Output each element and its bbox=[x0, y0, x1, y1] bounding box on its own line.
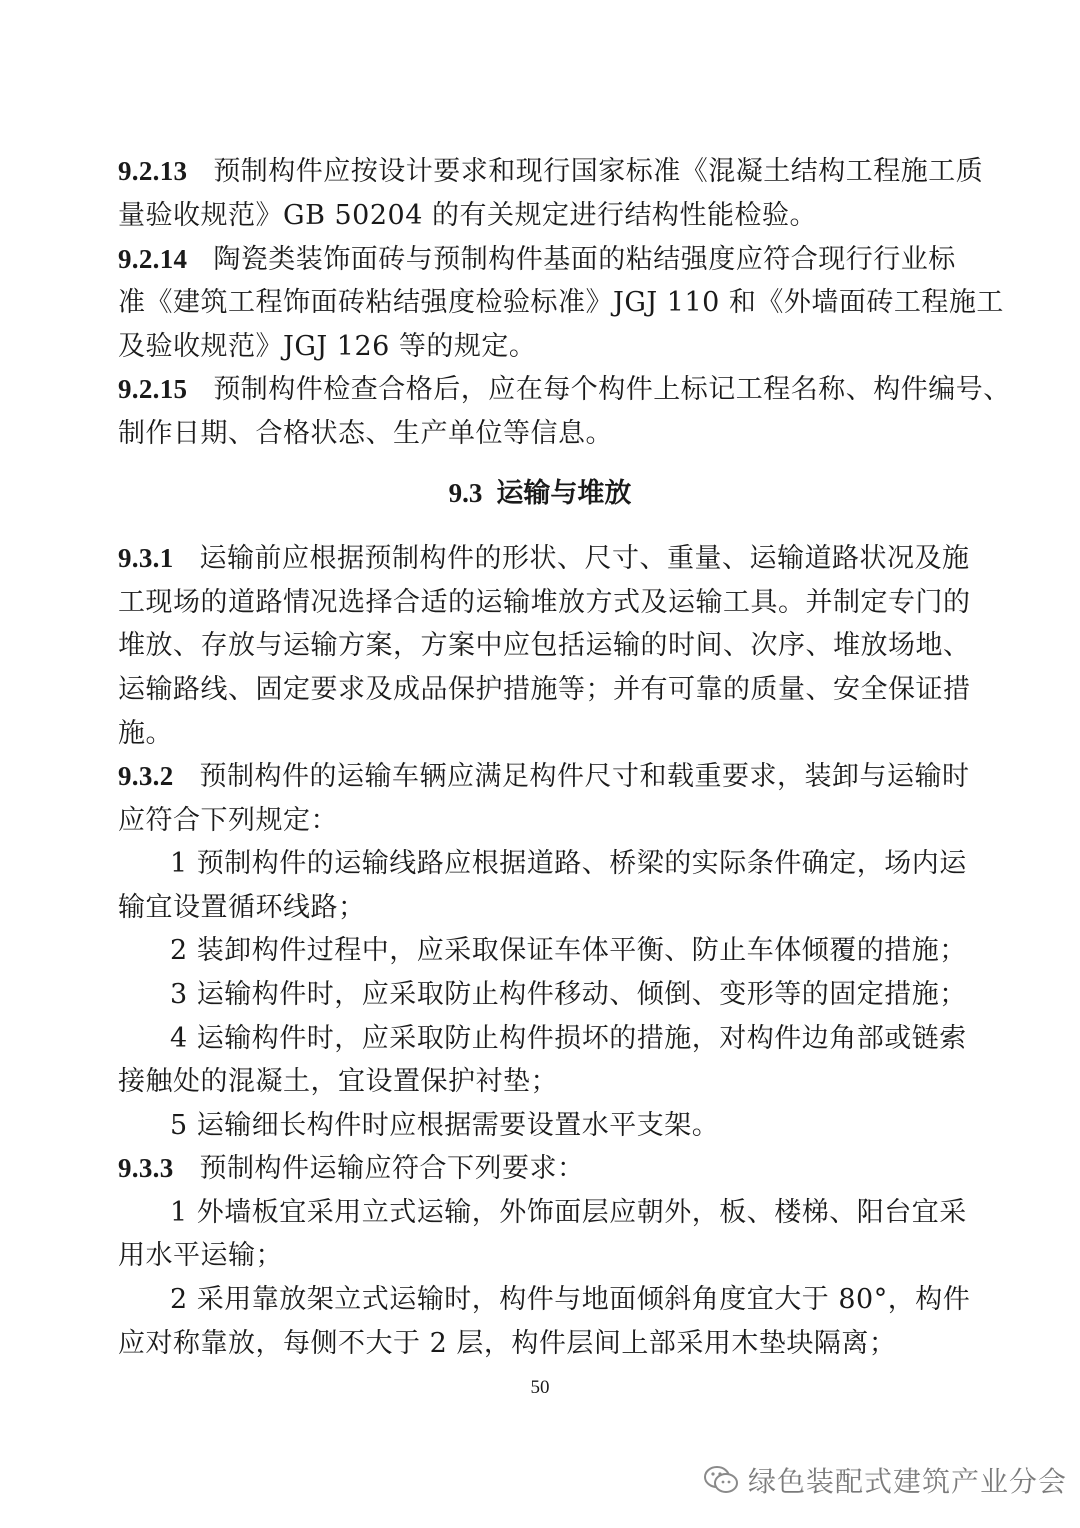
watermark bbox=[702, 1462, 1067, 1498]
clause-9-3-2-item-4-line-2: 接触处的混凝土，宜设置保护衬垫； bbox=[118, 1066, 558, 1097]
clause-9-3-1-line-5: 施。 bbox=[118, 718, 173, 749]
clause-9-3-3-item-2-line-2: 应对称靠放，每侧不大于 2 层，构件层间上部采用木垫块隔离； bbox=[118, 1328, 897, 1359]
clause-number: 9.2.13 bbox=[118, 156, 188, 186]
clause-number: 9.3.1 bbox=[118, 543, 174, 573]
clause-9-2-15-line-2: 制作日期、合格状态、生产单位等信息。 bbox=[118, 418, 613, 449]
clause-number: 9.3.3 bbox=[118, 1153, 174, 1183]
clause-9-3-1-line-4: 运输路线、固定要求及成品保护措施等；并有可靠的质量、安全保证措 bbox=[118, 674, 971, 705]
clause-9-3-3-line-1: 9.3.3 预制构件运输应符合下列要求： bbox=[118, 1153, 585, 1184]
clause-9-3-2-line-1: 9.3.2 预制构件的运输车辆应满足构件尺寸和载重要求，装卸与运输时 bbox=[118, 761, 970, 792]
clause-9-2-14-line-1: 9.2.14 陶瓷类装饰面砖与预制构件基面的粘结强度应符合现行行业标 bbox=[118, 244, 956, 275]
section-heading-9-3: 9.3 运输与堆放 bbox=[448, 478, 632, 509]
clause-9-3-1-line-2: 工现场的道路情况选择合适的运输堆放方式及运输工具。并制定专门的 bbox=[118, 587, 971, 618]
clause-9-3-1-line-1: 9.3.1 运输前应根据预制构件的形状、尺寸、重量、运输道路状况及施 bbox=[118, 543, 970, 574]
clause-9-3-3-item-1-line-2: 用水平运输； bbox=[118, 1240, 283, 1271]
clause-9-2-15-line-1: 9.2.15 预制构件检查合格后，应在每个构件上标记工程名称、构件编号、 bbox=[118, 374, 1011, 405]
clause-9-3-2-item-1-line-1: 1 预制构件的运输线路应根据道路、桥梁的实际条件确定，场内运 bbox=[170, 848, 967, 879]
clause-number: 9.2.14 bbox=[118, 244, 188, 274]
page-number: 50 bbox=[530, 1377, 550, 1398]
clause-9-2-14-line-3: 及验收规范》JGJ 126 等的规定。 bbox=[118, 331, 537, 362]
clause-number: 9.3.2 bbox=[118, 761, 174, 791]
clause-9-2-14-line-2: 准《建筑工程饰面砖粘结强度检验标准》JGJ 110 和《外墙面砖工程施工 bbox=[118, 287, 1004, 318]
clause-9-2-13-line-2: 量验收规范》GB 50204 的有关规定进行结构性能检验。 bbox=[118, 200, 817, 231]
watermark-text: 绿色装配式建筑产业分会 bbox=[748, 1465, 1068, 1498]
clause-9-3-2-line-2: 应符合下列规定： bbox=[118, 805, 338, 836]
clause-9-2-13-line-1: 9.2.13 预制构件应按设计要求和现行国家标准《混凝土结构工程施工质 bbox=[118, 156, 984, 187]
clause-number: 9.2.15 bbox=[118, 374, 188, 404]
clause-9-3-3-item-2-line-1: 2 采用靠放架立式运输时，构件与地面倾斜角度宜大于 80°，构件 bbox=[170, 1284, 971, 1315]
clause-9-3-3-item-1-line-1: 1 外墙板宜采用立式运输，外饰面层应朝外，板、楼梯、阳台宜采 bbox=[170, 1197, 967, 1228]
clause-9-3-2-item-4-line-1: 4 运输构件时，应采取防止构件损坏的措施，对构件边角部或链索 bbox=[170, 1023, 967, 1054]
clause-9-3-1-line-3: 堆放、存放与运输方案，方案中应包括运输的时间、次序、堆放场地、 bbox=[118, 630, 971, 661]
clause-9-3-2-item-5: 5 运输细长构件时应根据需要设置水平支架。 bbox=[170, 1110, 720, 1141]
clause-9-3-2-item-3: 3 运输构件时，应采取防止构件移动、倾倒、变形等的固定措施； bbox=[170, 979, 967, 1010]
wechat-icon bbox=[702, 1463, 740, 1497]
clause-9-3-2-item-1-line-2: 输宜设置循环线路； bbox=[118, 892, 366, 923]
clause-9-3-2-item-2: 2 装卸构件过程中，应采取保证车体平衡、防止车体倾覆的措施； bbox=[170, 935, 967, 966]
